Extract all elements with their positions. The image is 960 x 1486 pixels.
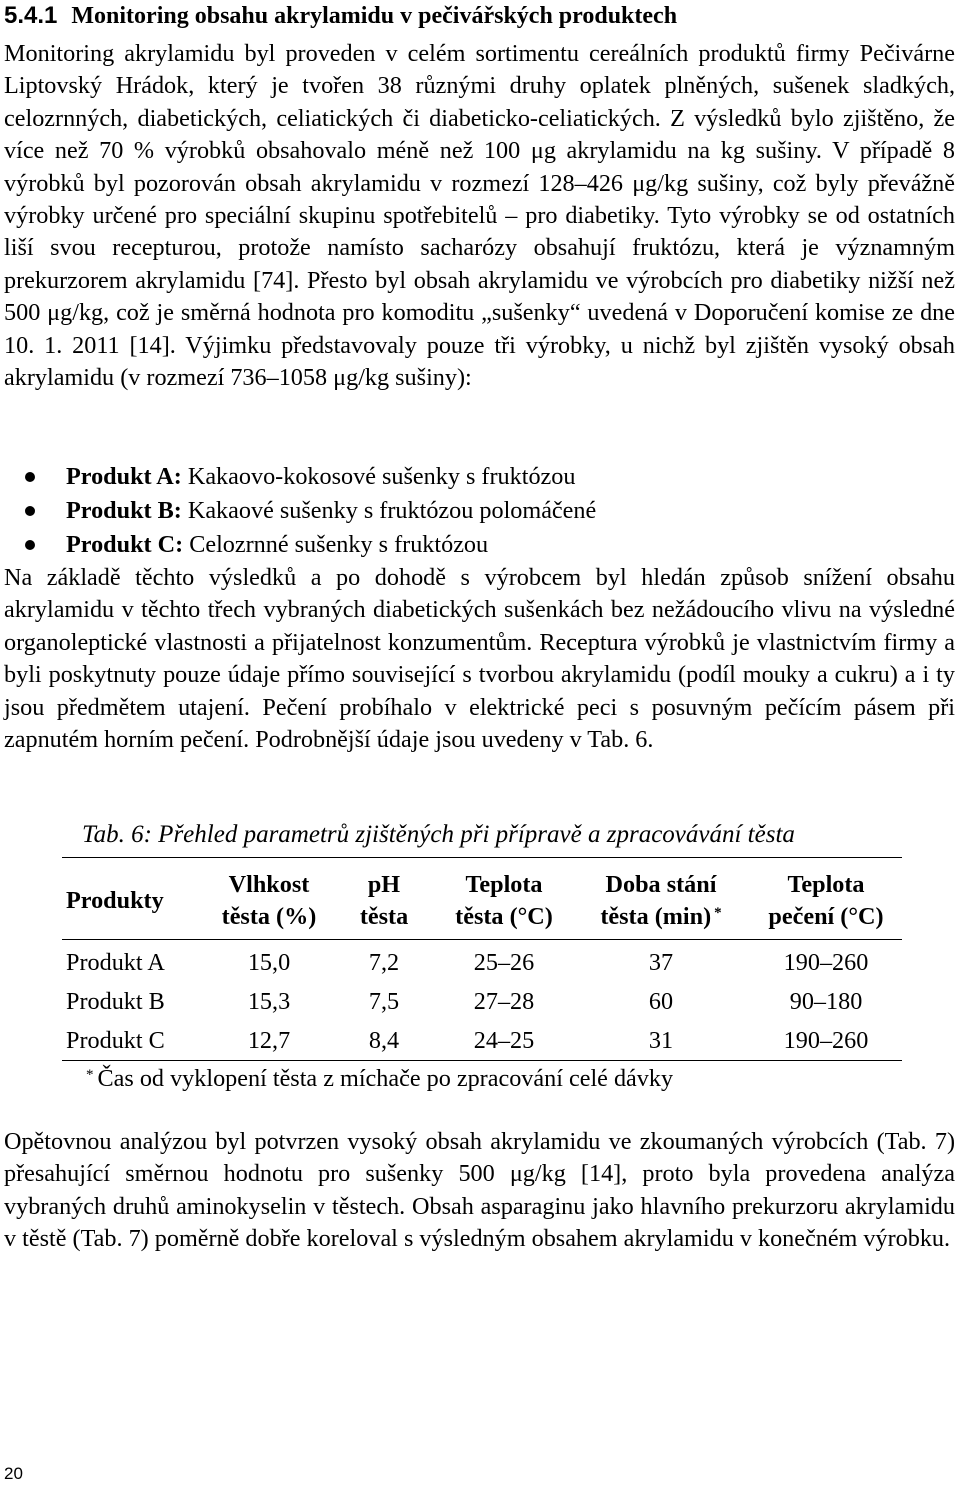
product-label: Produkt C: (66, 531, 184, 558)
product-label: Produkt B: (66, 497, 182, 524)
paragraph-intro: Monitoring akrylamidu byl proveden v celém sortimentu cereálních produktů firmy Pečivárne Liptovský Hrádok, který je tvořen 38 různými druhy oplatek plněných, sušenek sladkých, celozrnných, diabetických, celiatických či diabeticko-celiatických. Z výsledků bylo zjištěno, že více než 70 % výrobků obsahovalo méně než 100 μg akrylamidu na kg sušiny. V případě 8 výrobků byl pozorován obsah akrylamidu v rozmezí 128–426 μg/kg sušiny, což byly převážně výrobky určené pro speciální skupinu spotřebitelů – pro diabetiky. Tyto výrobky se od ostatních liší svou recepturou, protože namísto sacharózy obsahují fruktózu, která je významným prekurzorem akrylamidu [74]. Přesto byl obsah akrylamidu ve výrobcích pro diabetiky nižší než 500 μg/kg, což je směrná hodnota pro komoditu „sušenky“ uvedená v Doporučení komise ze dne 10. 1. 2011 [14]. Výjimku představovaly pouze tři výrobky, u nichž byl zjištěn vysoký obsah akrylamidu (v rozmezí 736–1058 μg/kg sušiny): (4, 40, 955, 392)
product-text: Kakaovo-kokosové sušenky s fruktózou (181, 463, 576, 490)
table-cell: 60 (648, 988, 674, 1015)
paragraph-analysis: Opětovnou analýzou byl potvrzen vysoký obsah akrylamidu ve zkoumaných výrobcích (Tab. 7) přesahující směrnou hodnotu pro sušenky 500 μg/kg [14], proto byla provedena analýza vybraných druhů aminokyselin v těstech. Obsah asparaginu jako hlavního prekurzoru akrylamidu v těstě (Tab. 7) poměrně dobře koreloval s výsledným obsahem akrylamidu v konečném výrobku. (4, 1128, 955, 1253)
column-header-moisture: Vlhkost těsta (%) (221, 871, 317, 930)
table-cell: 31 (648, 1027, 674, 1054)
table-cell: 190–260 (783, 1027, 869, 1054)
table-cell: 24–25 (473, 1027, 535, 1054)
table-caption: Tab. 6: Přehled parametrů zjištěných při přípravě a zpracovávání těsta (82, 821, 795, 848)
list-item (0, 460, 955, 494)
table-cell: 7,2 (368, 949, 400, 976)
table-cell: 12,7 (247, 1027, 291, 1054)
column-header-dough-temp: Teplota těsta (°C) (455, 871, 553, 930)
table-cell: Produkt B (66, 988, 165, 1015)
bullet-icon (25, 472, 35, 482)
table-cell: 15,0 (247, 949, 291, 976)
table-header-rule (62, 939, 902, 940)
list-item (0, 528, 955, 562)
column-header-products: Produkty (66, 887, 164, 914)
section-number: 5.4.1 (4, 2, 58, 29)
bullet-icon (25, 540, 35, 550)
list-item (0, 494, 955, 528)
table-footnote (86, 1062, 673, 1096)
page-number: 20 (4, 1464, 23, 1483)
product-text: Celozrnné sušenky s fruktózou (183, 531, 489, 558)
footnote-mark: * (86, 1067, 94, 1083)
table-cell: 7,5 (368, 988, 400, 1015)
table-cell: 90–180 (789, 988, 863, 1015)
table-cell: Produkt A (66, 949, 165, 976)
table-cell: 37 (648, 949, 674, 976)
footnote-text: Čas od vyklopení těsta z míchače po zpracování celé dávky (97, 1065, 674, 1092)
table-cell: 25–26 (473, 949, 535, 976)
paragraph-method: Na základě těchto výsledků a po dohodě s výrobcem byl hledán způsob snížení obsahu akrylamidu v těchto třech vybraných diabetických sušenkách bez nežádoucího vlivu na výsledné organoleptické vlastnosti a přijatelnost konzumentům. Receptura výrobků je vlastnictvím firmy a byli poskytnuty pouze údaje přímo související s tvorbou akrylamidu (podíl mouky a cukru) a i ty jsou předmětem utajení. Pečení probíhalo v elektrické peci s posuvným pečícím pásem při zapnutém horním pečení. Podrobnější údaje jsou uvedeny v Tab. 6. (4, 564, 955, 754)
table-cell: 8,4 (368, 1027, 400, 1054)
section-title: Monitoring obsahu akrylamidu v pečivářských produktech (71, 3, 678, 29)
column-header-rest-time: Doba stání těsta (min) * (600, 871, 722, 930)
table-bottom-rule (62, 1060, 902, 1061)
product-text: Kakaové sušenky s fruktózou polomáčené (181, 497, 597, 524)
table-cell: 15,3 (247, 988, 291, 1015)
column-header-ph: pH těsta (359, 871, 409, 930)
table-cell: Produkt C (66, 1027, 165, 1054)
product-list (0, 460, 955, 562)
section-heading (4, 2, 954, 30)
table-cell: 27–28 (473, 988, 535, 1015)
product-label: Produkt A: (66, 463, 182, 490)
column-header-baking-temp: Teplota pečení (°C) (768, 871, 884, 930)
bullet-icon (25, 506, 35, 516)
table-cell: 190–260 (783, 949, 869, 976)
table-top-rule (62, 857, 902, 858)
